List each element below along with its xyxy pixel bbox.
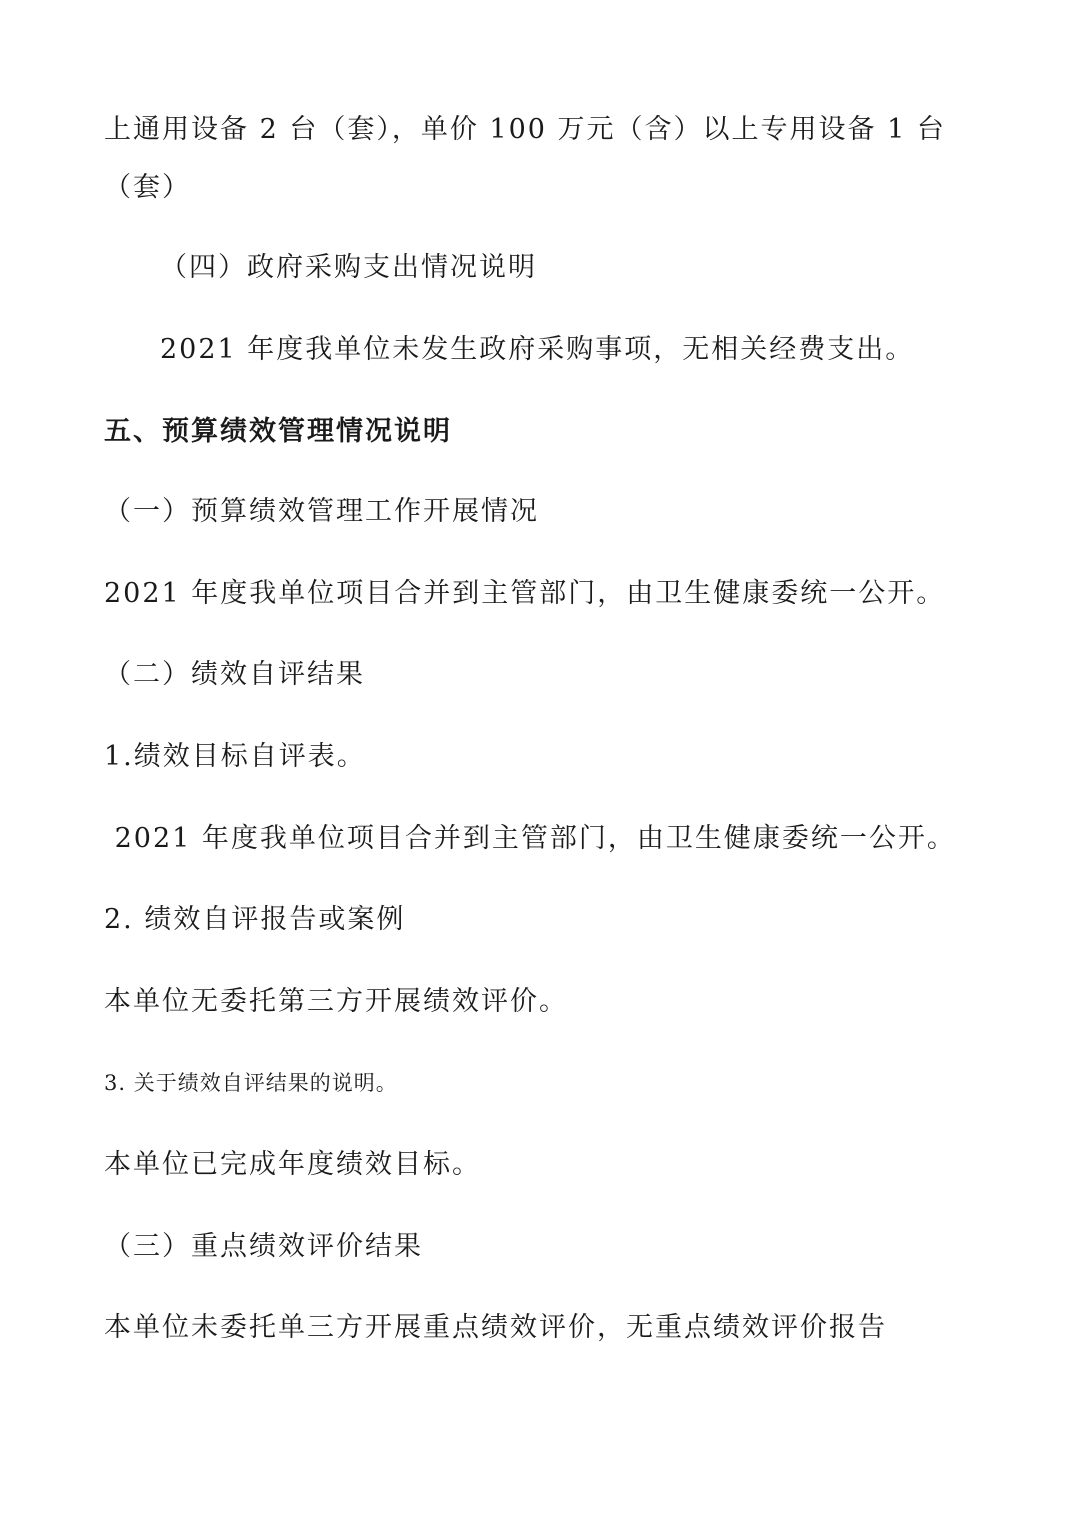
body-text-result-explanation: 本单位已完成年度绩效目标。: [104, 1149, 481, 1180]
subsection-heading-procurement: （四）政府采购支出情况说明: [160, 252, 537, 283]
body-text-report: 本单位无委托第三方开展绩效评价。: [104, 986, 568, 1017]
body-text-management: 2021 年度我单位项目合并到主管部门，由卫生健康委统一公开。: [104, 578, 946, 609]
item-heading-result-explanation: 3. 关于绩效自评结果的说明。: [104, 1071, 398, 1095]
subsection-heading-self-evaluation: （二）绩效自评结果: [104, 659, 365, 690]
section-heading-performance: 五、预算绩效管理情况说明: [104, 416, 452, 447]
body-text-key-evaluation: 本单位未委托单三方开展重点绩效评价，无重点绩效评价报告: [104, 1312, 887, 1343]
body-text-equipment-unit: （套）: [104, 172, 191, 203]
subsection-heading-management: （一）预算绩效管理工作开展情况: [104, 496, 539, 527]
item-heading-report: 2. 绩效自评报告或案例: [104, 904, 406, 935]
body-text-target-table: 2021 年度我单位项目合并到主管部门，由卫生健康委统一公开。: [104, 823, 956, 854]
item-heading-target-table: 1.绩效目标自评表。: [104, 741, 366, 772]
body-text-equipment-continued: 上通用设备 2 台（套），单价 100 万元（含）以上专用设备 1 台: [104, 114, 946, 145]
subsection-heading-key-evaluation: （三）重点绩效评价结果: [104, 1231, 423, 1262]
body-text-procurement: 2021 年度我单位未发生政府采购事项，无相关经费支出。: [160, 334, 915, 365]
